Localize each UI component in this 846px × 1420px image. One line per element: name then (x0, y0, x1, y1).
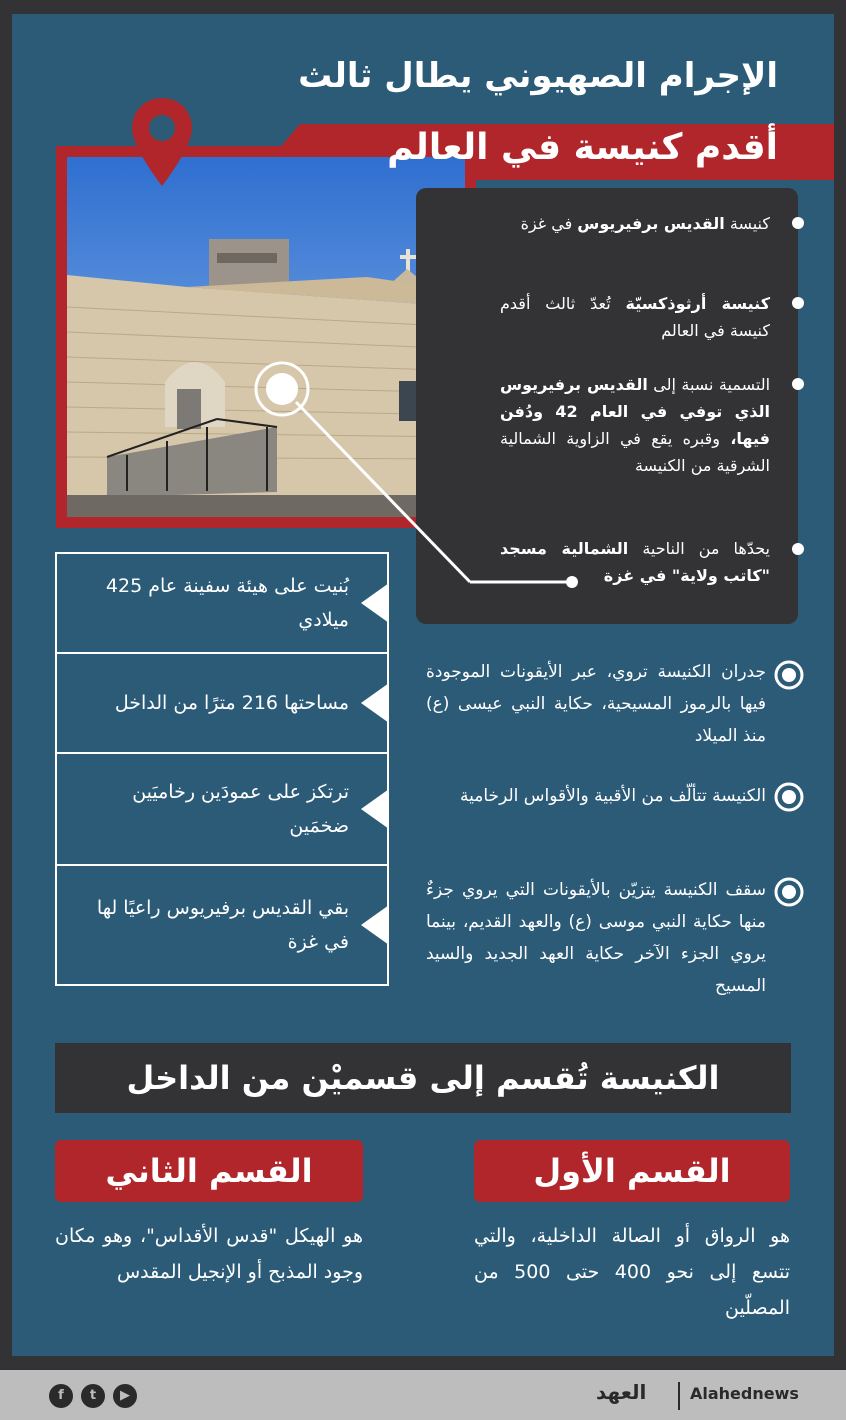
fact-text: بُنيت على هيئة سفينة عام 425 ميلادي (105, 575, 349, 631)
headline-line2: أقدم كنيسة في العالم (387, 127, 778, 168)
fact-item (57, 554, 387, 654)
info-item-3: التسمية نسبة إلى القديس برفيريوس الذي توفي في العام 42 ودُفن فيها، وقبره يقع في الزاوية الشمالية الشرقية من الكنيسة (500, 375, 771, 475)
footer-divider (678, 1382, 680, 1410)
fact-item (57, 754, 387, 866)
youtube-icon[interactable]: ▶ (113, 1384, 137, 1408)
fact-text: بقي القديس برفيريوس راعيًا لها في غزة (96, 897, 349, 953)
section-second-text: هو الهيكل "قدس الأقداس"، وهو مكان وجود المذبح أو الإنجيل المقدس (55, 1225, 363, 1283)
detail-item-1: جدران الكنيسة تروي، عبر الأيقونات الموجودة فيها بالرموز المسيحية، حكاية النبي عيسى (ع) منذ الميلاد (426, 662, 766, 746)
section-second-heading: القسم الثاني (55, 1140, 363, 1202)
arrow-icon (361, 905, 389, 945)
fact-item (57, 866, 387, 984)
detail-item-3: سقف الكنيسة يتزيّن بالأيقونات التي يروي جزءٌ منها حكاية النبي موسى (ع) والعهد القديم، بينما يروي الجزء الآخر حكاية العهد الجديد والسيد المسيح (426, 880, 766, 996)
brand-name[interactable]: Alahednews (690, 1384, 799, 1403)
arrow-icon (361, 583, 389, 623)
arrow-icon (361, 683, 389, 723)
target-icon (774, 877, 804, 907)
target-icon (774, 782, 804, 812)
sections-title: الكنيسة تُقسم إلى قسميْن من الداخل (55, 1043, 791, 1113)
brand-logo[interactable]: العهد (596, 1380, 647, 1404)
detail-item-2: الكنيسة تتألّف من الأقبية والأقواس الرخامية (460, 786, 766, 806)
arrow-icon (361, 789, 389, 829)
info-item-1: كنيسة القديس برفيريوس في غزة (520, 214, 770, 233)
fact-text: مساحتها 216 مترًا من الداخل (114, 692, 349, 714)
info-item-2: كنيسة أرثوذكسيّة تُعدّ ثالث أقدم كنيسة في العالم (500, 294, 771, 340)
section-first-text: هو الرواق أو الصالة الداخلية، والتي تتسع إلى نحو 400 حتى 500 من المصلّين (474, 1225, 790, 1319)
facebook-icon[interactable]: f (49, 1384, 73, 1408)
fact-item (57, 654, 387, 754)
fact-text: ترتكز على عمودَين رخاميَين ضخمَين (132, 781, 349, 837)
connector-line (0, 0, 846, 620)
section-first-heading: القسم الأول (474, 1140, 790, 1202)
target-icon (774, 660, 804, 690)
facts-list (55, 552, 389, 986)
twitter-icon[interactable]: t (81, 1384, 105, 1408)
headline-line1: الإجرام الصهيوني يطال ثالث (298, 56, 778, 96)
info-item-4: يحدّها من الناحية الشمالية مسجد "كاتب ولاية" في غزة (500, 539, 771, 585)
